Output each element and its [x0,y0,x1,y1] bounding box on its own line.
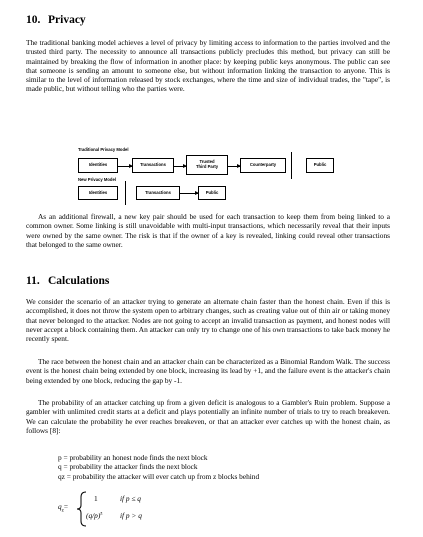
formula-lhs-subscript: z [61,508,64,514]
ttp-line-2: Third Party [195,164,219,169]
arrow [180,193,198,194]
traditional-model-title: Traditional Privacy Model [78,147,129,152]
traditional-identities-box: Identities [78,158,118,173]
arrow [118,166,132,167]
calculations-paragraph-3: The probability of an attacker catching up from a given deficit is analogous to a Gambler's Ruin problem. Suppose a gambler with unlimited credit starts at a deficit and plays potentially an infinite number of trials to try to reach breakeven. We can calculate the probability he ever reaches breakeven, or that an attacker ever catches up with the honest chain, as follows [8]: [26,398,390,435]
section-number: 11. [26,275,40,287]
definition-p: p = probability an honest node finds the next block [58,453,208,462]
formula-brace [76,491,88,527]
section-heading-calculations [26,275,109,287]
arrow [174,166,186,167]
definition-list [58,453,259,481]
formula-case-1-value: 1 [94,494,98,503]
formula-case-2-condition: if p > q [120,511,142,520]
calculations-paragraph-2: The race between the honest chain and an attacker chain can be characterized as a Binomial Random Walk. The success event is the honest chain being extended by one block, increasing its lead by +1, and the failure event is the attacker's chain being extended by one block, reducing the gap by -1. [26,357,390,385]
ttp-line-1: Trusted [199,159,215,165]
formula-case-1-condition: if p ≤ q [120,494,141,503]
formula-case-2-value [86,511,103,520]
arrow [228,166,240,167]
definition-q: q = probability the attacker finds the next block [58,462,198,472]
privacy-paragraph-1: The traditional banking model achieves a level of privacy by limiting access to information to the parties involved and the trusted third party. The necessity to announce all transactions publicly precludes this method, but privacy can still be maintained by breaking the flow of information in another place: by keeping public keys anonymous. The public can see that someone is sending an amount to someone else, but without information linking the transaction to anyone. This is similar to the level of information released by stock exchanges, where the time and size of individual trades, the "tape", is made public, but without telling who the parties were. [26,38,390,94]
definition-qz: qz = probability the attacker will ever catch up from z blocks behind [58,471,260,481]
formula-lhs: $q_z=$ [58,502,69,514]
privacy-model-diagram [60,140,380,210]
new-public-box: Public [198,186,226,200]
section-number: 10. [26,14,41,26]
new-model-title: New Privacy Model [78,177,116,182]
counterparty-box: Counterparty [240,158,286,173]
formula-case-2-base: (q/p) [86,511,101,520]
calculations-paragraph-1: We consider the scenario of an attacker trying to generate an alternate chain faster than the honest chain. Even if this is accomplished, it does not throw the system open to arbitrary changes, such as creating value out of thin air or taking money that never belonged to the attacker. Nodes are not going to accept an invalid transaction as payment, and honest nodes will never accept a block containing them. An attacker can only try to change one of his own transactions to take back money he recently spent. [26,297,390,343]
separator-bar [291,152,292,179]
catch-up-formula [58,489,178,529]
formula-lhs-symbol: q [58,502,62,511]
section-heading-privacy [26,14,86,26]
section-title: Calculations [48,275,110,287]
separator-bar [125,181,126,205]
section-title: Privacy [48,14,86,26]
traditional-public-box: Public [306,158,334,173]
privacy-paragraph-2: As an additional firewall, a new key pair should be used for each transaction to keep them from being linked to a common owner. Some linking is still unavoidable with multi-input transactions, which necessarily reveal that their inputs were owned by the same owner. The risk is that if the owner of a key is revealed, linking could reveal other transactions that belonged to the same owner. [26,212,390,249]
traditional-transactions-box: Transactions [132,158,174,173]
trusted-third-party-box [186,155,228,175]
new-identities-box: Identities [78,186,118,200]
new-transactions-box: Transactions [136,186,180,200]
formula-case-2-exponent: z [100,511,103,517]
